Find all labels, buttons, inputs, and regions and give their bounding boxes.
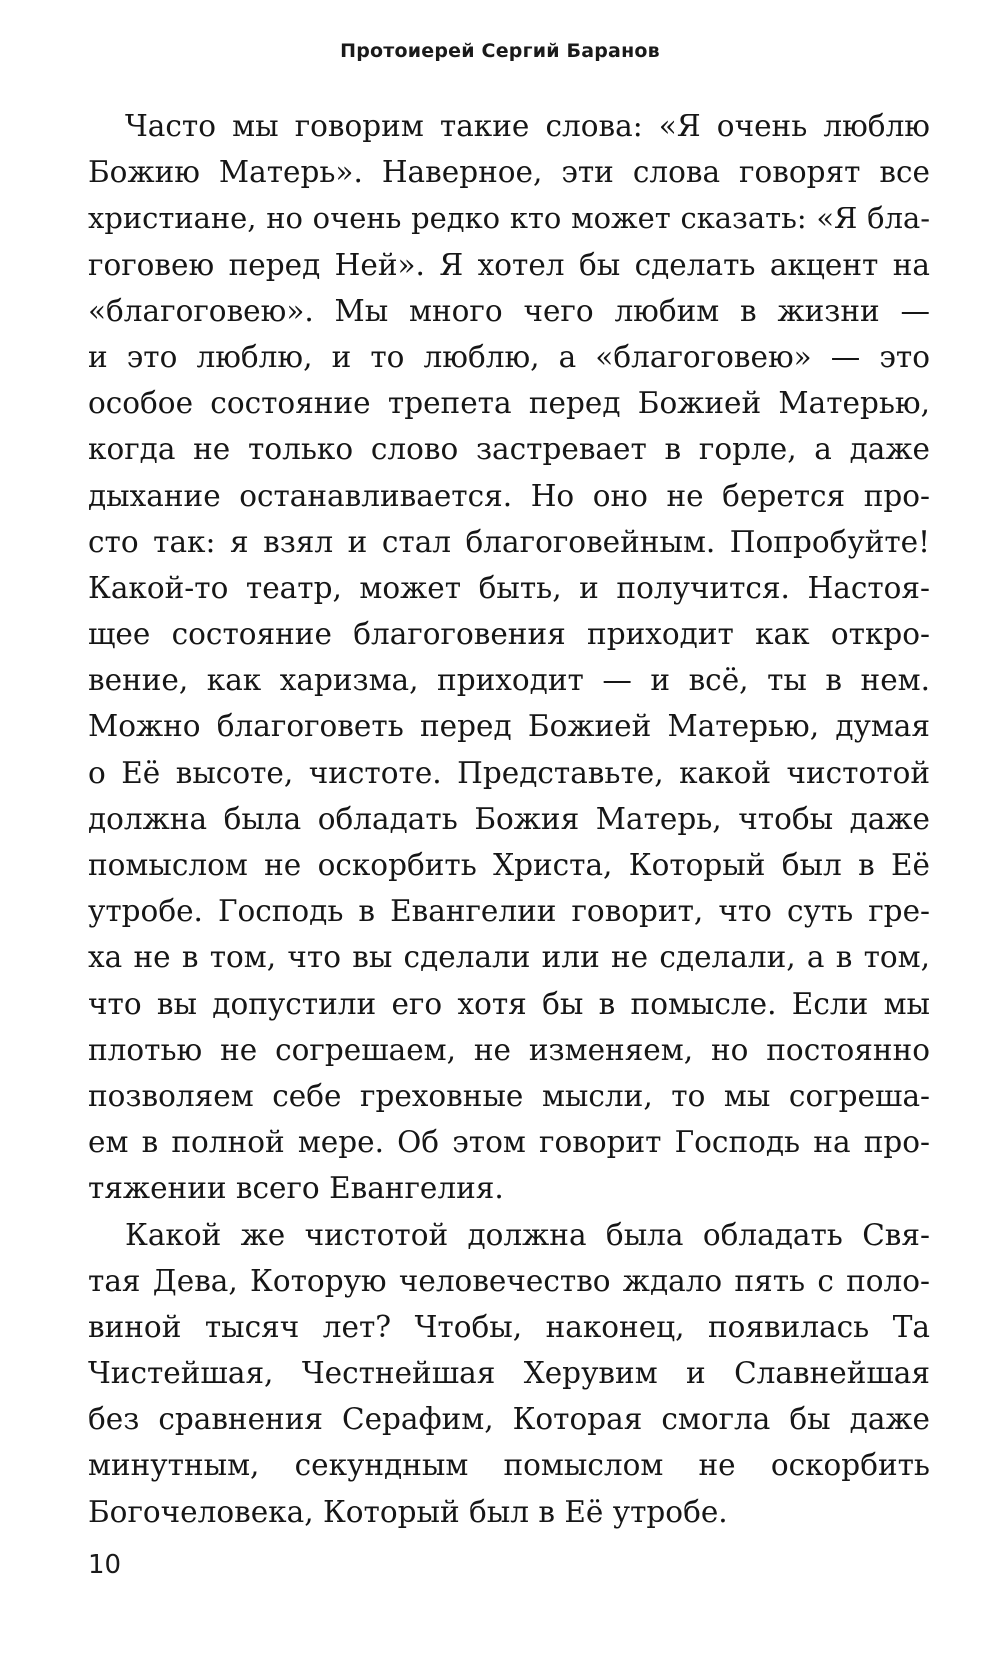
text-line: виной тысяч лет? Чтобы, наконец, появилась Та bbox=[88, 1309, 930, 1344]
text-line: Какой-то театр, может быть, и получится. Настоя- bbox=[88, 570, 930, 605]
text-line: христиане, но очень редко кто может сказать: «Я бла- bbox=[88, 201, 930, 236]
text-line: Можно благоговеть перед Божией Матерью, думая bbox=[88, 709, 930, 744]
text-line: сто так: я взял и стал благоговейным. Попробуйте! bbox=[88, 524, 930, 559]
text-line: ем в полной мере. Об этом говорит Господь на про- bbox=[88, 1125, 930, 1160]
text-line: тяжении всего Евангелия. bbox=[88, 1171, 504, 1206]
text-line: должна была обладать Божия Матерь, чтобы даже bbox=[88, 801, 930, 836]
body-text bbox=[88, 103, 930, 1535]
text-line: Часто мы говорим такие слова: «Я очень люблю bbox=[125, 109, 930, 143]
text-line: плотью не согрешаем, не изменяем, но постоянно bbox=[88, 1032, 930, 1067]
page-number: 10 bbox=[88, 1550, 122, 1580]
text-line: «благоговею». Мы много чего любим в жизни — bbox=[88, 293, 930, 328]
text-line: вение, как харизма, приходит — и всё, ты в нем. bbox=[88, 663, 930, 698]
text-line: Богочеловека, Который был в Её утробе. bbox=[88, 1494, 728, 1529]
running-head-author: Протоиерей Сергий Баранов bbox=[340, 40, 660, 62]
text-line: позволяем себе греховные мысли, то мы согреша- bbox=[88, 1078, 930, 1113]
text-line: когда не только слово застревает в горле, а даже bbox=[88, 432, 930, 467]
text-line: минутным, секундным помыслом не оскорбить bbox=[88, 1448, 930, 1483]
text-line: Чистейшая, Честнейшая Херувим и Славнейшая bbox=[88, 1356, 930, 1391]
text-line: и это люблю, и то люблю, а «благоговею» — это bbox=[88, 339, 930, 374]
text-line: утробе. Господь в Евангелии говорит, что суть гре- bbox=[88, 894, 930, 929]
text-line: ха не в том, что вы сделали или не сделали, а в том, bbox=[88, 940, 930, 975]
text-line: особое состояние трепета перед Божией Матерью, bbox=[88, 386, 930, 421]
text-line: дыхание останавливается. Но оно не берется про- bbox=[88, 478, 930, 513]
text-line: гоговею перед Ней». Я хотел бы сделать акцент на bbox=[88, 247, 930, 282]
text-line: что вы допустили его хотя бы в помысле. Если мы bbox=[88, 986, 930, 1021]
text-line: Божию Матерь». Наверное, эти слова говорят все bbox=[88, 155, 930, 190]
text-line: тая Дева, Которую человечество ждало пять с поло- bbox=[88, 1263, 930, 1298]
text-line: Какой же чистотой должна была обладать Свя- bbox=[125, 1217, 930, 1252]
text-line: щее состояние благоговения приходит как откро- bbox=[88, 617, 930, 652]
paragraph-1 bbox=[88, 103, 930, 1212]
text-line: без сравнения Серафим, Которая смогла бы даже bbox=[88, 1402, 930, 1437]
text-line: помыслом не оскорбить Христа, Который был в Её bbox=[88, 848, 930, 882]
paragraph-2 bbox=[88, 1212, 930, 1535]
text-line: о Её высоте, чистоте. Представьте, какой чистотой bbox=[88, 755, 930, 790]
